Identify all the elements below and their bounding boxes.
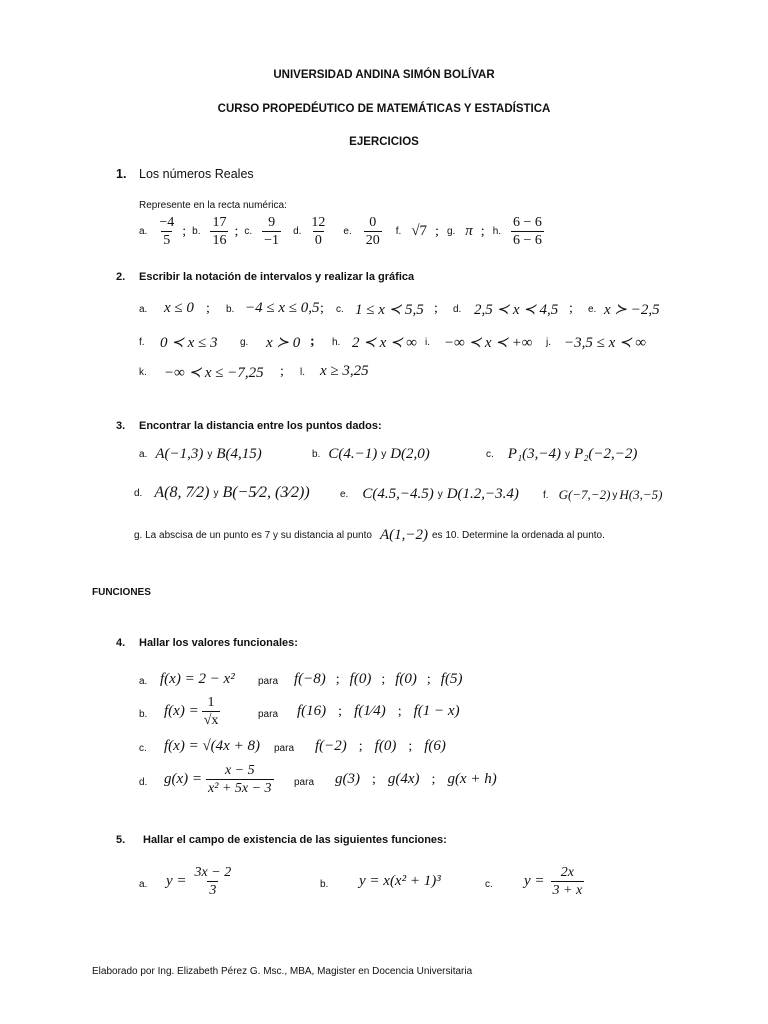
function-left-side: y = <box>524 873 545 889</box>
item-label: g. <box>240 337 249 348</box>
section-4-number: 4. <box>116 637 126 649</box>
para-label: para <box>258 709 279 720</box>
fraction <box>206 762 274 797</box>
function-value: g(x + h) <box>447 771 497 787</box>
point: B(4,15) <box>216 446 262 462</box>
distance-item-e <box>340 486 519 503</box>
section-3-number: 3. <box>116 420 126 432</box>
function-values-c <box>315 738 446 755</box>
function-definition: f(x) = √(4x + 8) <box>164 738 260 754</box>
function-definition: f(x) = 2 − x² <box>160 671 235 687</box>
separator: ; <box>358 738 363 754</box>
function-value: f(0) <box>374 738 397 754</box>
connector: y <box>381 449 387 460</box>
point: A(−1,3) <box>155 446 204 462</box>
section-1-title: Los números Reales <box>139 167 254 181</box>
fraction-denominator: √x <box>203 713 219 728</box>
fraction-numerator: 3x − 2 <box>194 865 232 880</box>
point: B(−5⁄2, (3⁄2)) <box>222 484 310 501</box>
section-5-number: 5. <box>116 834 126 846</box>
separator: ; <box>426 671 431 687</box>
point: A(8, 7⁄2) <box>154 484 210 501</box>
point: A(1,−2) <box>379 527 428 543</box>
para-label: para <box>294 777 315 788</box>
problem-text: g. La abscisa de un punto es 7 y su distancia al punto <box>134 530 372 541</box>
function-value: f(−2) <box>315 738 347 754</box>
item-label: b. <box>312 449 321 460</box>
fraction <box>210 214 228 249</box>
fraction <box>262 214 281 249</box>
item-label: a. <box>139 676 148 687</box>
fraction <box>551 864 585 899</box>
separator: ; <box>435 223 439 239</box>
function-value: f(0) <box>395 671 417 687</box>
separator: ; <box>234 223 239 239</box>
function-value: f(−8) <box>294 671 326 687</box>
item-label: c. <box>244 226 253 237</box>
section-1-number: 1. <box>116 167 127 181</box>
connector: y <box>437 489 443 500</box>
interval-expression: x ≻ −2,5 <box>604 302 660 318</box>
item-label: a. <box>139 879 148 890</box>
section-3-title: Encontrar la distancia entre los puntos dados: <box>139 420 382 432</box>
fraction-denominator: 3 + x <box>552 883 583 898</box>
separator: ; <box>431 771 436 787</box>
fraction-numerator: 1 <box>207 695 215 710</box>
item-label: e. <box>588 304 597 315</box>
separator: ; <box>434 301 438 316</box>
sqrt-expression: √7 <box>411 223 428 239</box>
section-4-title: Hallar los valores funcionales: <box>139 637 298 649</box>
function-value: g(4x) <box>387 771 420 787</box>
course-title: CURSO PROPEDÉUTICO DE MATEMÁTICAS Y ESTADÍSTICA <box>217 103 551 115</box>
interval-expression: 0 ≺ x ≤ 3 <box>160 335 218 351</box>
function-value: f(6) <box>424 738 446 754</box>
footer-credit: Elaborado por Ing. Elizabeth Pérez G. Msc., MBA, Magister en Docencia Universitaria <box>92 966 473 977</box>
separator: ; <box>206 301 210 316</box>
fraction-numerator: 12 <box>311 215 326 230</box>
item-label: d. <box>134 487 143 499</box>
separator: ; <box>338 703 343 719</box>
section-2-title: Escribir la notación de intervalos y realizar la gráfica <box>139 271 415 283</box>
item-label: a. <box>139 226 148 237</box>
fraction-numerator: 0 <box>369 215 377 230</box>
separator: ; <box>397 703 402 719</box>
item-label: f. <box>543 489 549 501</box>
item-label: b. <box>320 879 329 890</box>
item-label: c. <box>485 879 493 890</box>
interval-expression: 1 ≤ x ≺ 5,5 <box>355 302 424 318</box>
point: G(−7,−2) <box>558 487 611 502</box>
separator: ; <box>335 671 340 687</box>
fraction-denominator: 20 <box>365 233 380 248</box>
distance-item-a <box>139 446 262 463</box>
interval-expression: −∞ ≺ x ≺ +∞ <box>444 335 533 351</box>
interval-expression: 2,5 ≺ x ≺ 4,5 <box>474 302 559 318</box>
interval-expression: 2 ≺ x ≺ ∞ <box>352 335 417 351</box>
item-label: e. <box>340 489 349 500</box>
fraction-numerator: 6 − 6 <box>513 215 542 230</box>
item-label: c. <box>336 304 344 315</box>
item-label: h. <box>492 226 502 237</box>
section-5-title: Hallar el campo de existencia de las siguientes funciones: <box>143 834 447 846</box>
separator: ; <box>408 738 413 754</box>
separator: ; <box>182 223 187 239</box>
connector: y <box>565 449 571 460</box>
point: D(2,0) <box>390 446 430 462</box>
distance-item-f <box>543 487 662 503</box>
fraction <box>309 214 327 249</box>
connector: y <box>612 489 618 501</box>
connector: y <box>213 487 219 499</box>
function-values-b <box>297 703 460 720</box>
item-label: a. <box>139 449 148 460</box>
point: P₂(−2,−2) <box>574 446 638 462</box>
function-value: f(5) <box>440 671 463 687</box>
fraction-numerator: x − 5 <box>224 763 255 778</box>
item-label: b. <box>192 226 201 237</box>
function-value: f(16) <box>297 703 327 719</box>
item-label: a. <box>139 304 148 315</box>
point: P₁(3,−4) <box>507 446 562 462</box>
function-definition-b <box>164 694 220 729</box>
domain-function-c <box>524 864 584 899</box>
connector: y <box>207 449 213 460</box>
fraction-numerator: 2x <box>560 865 574 880</box>
para-label: para <box>258 676 279 687</box>
fraction-denominator: 6 − 6 <box>513 233 542 248</box>
section-2-number: 2. <box>116 271 126 283</box>
item-label: d. <box>139 777 148 788</box>
function-value: g(3) <box>335 771 360 787</box>
domain-function-a <box>166 864 233 899</box>
item-label: l. <box>300 367 305 378</box>
item-label: c. <box>139 743 147 754</box>
problem-text: es 10. Determine la ordenada al punto. <box>431 530 605 541</box>
page-title: EJERCICIOS <box>349 136 419 148</box>
item-label: f. <box>139 337 145 348</box>
fraction <box>364 214 382 249</box>
pi-symbol: π <box>465 223 473 239</box>
item-label: d. <box>293 226 302 237</box>
fraction-denominator: −1 <box>264 233 280 248</box>
point: C(4.5,−4.5) <box>362 486 434 502</box>
para-label: para <box>274 743 295 754</box>
fraction-denominator: x² + 5x − 3 <box>208 781 272 796</box>
function-left-side: g(x) = <box>164 771 203 787</box>
fraction <box>157 214 176 249</box>
distance-item-d <box>134 484 310 502</box>
interval-expression: −∞ ≺ x ≤ −7,25 <box>164 365 264 381</box>
function-value: f(0) <box>349 671 372 687</box>
item-label: b. <box>226 304 235 315</box>
section-1-items <box>139 214 544 249</box>
item-label: d. <box>453 304 462 315</box>
item-label: j. <box>546 337 551 348</box>
separator: ; <box>569 301 573 316</box>
function-value: f(1⁄4) <box>354 703 386 719</box>
separator: ; <box>381 671 386 687</box>
function-value: f(1 − x) <box>413 703 460 719</box>
interval-expression: −3,5 ≤ x ≺ ∞ <box>564 335 647 351</box>
function-values-a <box>294 671 462 688</box>
distance-item-c <box>486 446 637 463</box>
interval-expression: x ≤ 0 <box>164 300 194 316</box>
fraction <box>202 694 221 729</box>
university-title: UNIVERSIDAD ANDINA SIMÓN BOLÍVAR <box>273 69 495 81</box>
separator: ; <box>310 334 315 349</box>
fraction-numerator: −4 <box>159 215 175 230</box>
fraction-numerator: 9 <box>268 215 276 230</box>
function-left-side: f(x) = <box>164 703 199 719</box>
fraction <box>511 214 544 249</box>
fraction-denominator: 5 <box>163 233 171 248</box>
interval-expression: −4 ≤ x ≤ 0,5 <box>245 300 320 316</box>
function-values-d <box>335 771 497 788</box>
fraction-denominator: 16 <box>212 233 227 248</box>
item-label: h. <box>332 337 341 348</box>
fraction-denominator: 3 <box>209 883 217 898</box>
domain-function-b: y = x(x² + 1)³ <box>359 873 441 889</box>
fraction-numerator: 17 <box>212 215 227 230</box>
separator: ; <box>480 223 485 239</box>
interval-expression: x ≻ 0 <box>266 335 301 351</box>
point: H(3,−5) <box>619 487 663 502</box>
item-label: e. <box>343 226 352 237</box>
function-left-side: y = <box>166 873 187 889</box>
item-label: c. <box>486 449 494 460</box>
fraction-denominator: 0 <box>314 233 322 248</box>
distance-item-g <box>134 527 605 544</box>
separator: ; <box>280 364 284 379</box>
separator: ; <box>372 771 376 787</box>
fraction <box>193 864 234 899</box>
item-label: k. <box>139 367 147 378</box>
interval-expression: x ≥ 3,25 <box>320 363 369 379</box>
functions-heading: FUNCIONES <box>92 587 151 598</box>
item-label: b. <box>139 709 148 720</box>
function-definition-d <box>164 762 274 797</box>
item-label: g. <box>446 226 456 237</box>
distance-item-b <box>312 446 430 463</box>
separator: ; <box>320 301 324 316</box>
item-label: f. <box>395 226 402 237</box>
point: D(1.2,−3.4) <box>446 486 519 502</box>
point: C(4.−1) <box>328 446 378 462</box>
section-1-instruction: Represente en la recta numérica: <box>139 200 287 211</box>
item-label: i. <box>425 337 430 348</box>
